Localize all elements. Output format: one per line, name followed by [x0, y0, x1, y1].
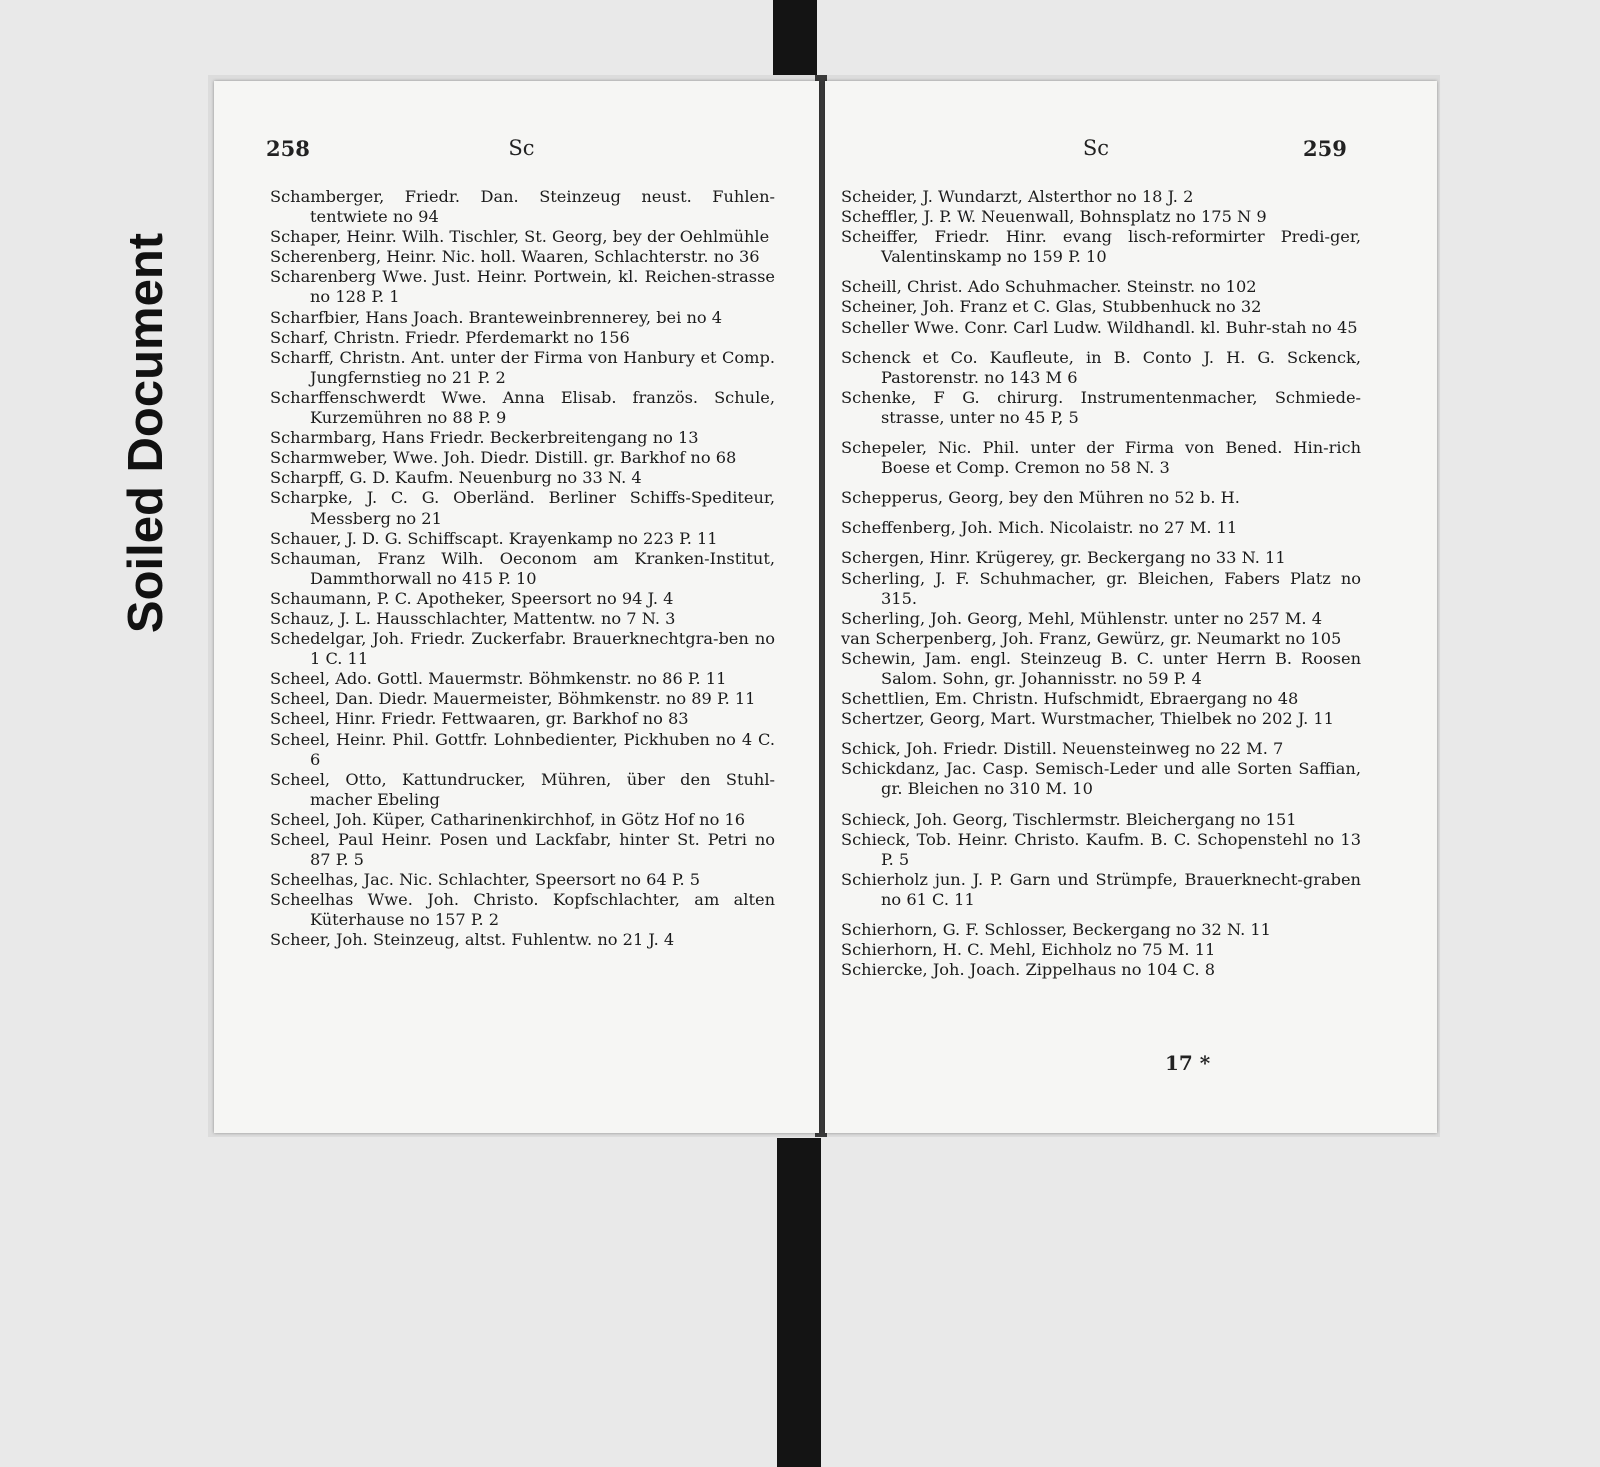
directory-entry: Schettlien, Em. Christn. Hufschmidt, Ebraergang no 48 [841, 689, 1299, 709]
left-section-heading: Sc [508, 136, 535, 160]
directory-entry: Schergen, Hinr. Krügerey, gr. Beckergang no 33 N. 11 [841, 548, 1286, 568]
directory-entry: Scharenberg Wwe. Just. Heinr. Portwein, kl. Reichen-strasse no 128 P. 1 [270, 267, 775, 307]
directory-entry: Scharmbarg, Hans Friedr. Beckerbreitengang no 13 [270, 428, 699, 448]
directory-entry: Scheel, Hinr. Friedr. Fettwaaren, gr. Barkhof no 83 [270, 709, 689, 729]
directory-entry: Schieck, Joh. Georg, Tischlermstr. Bleichergang no 151 [841, 809, 1297, 829]
directory-entry: Scharpke, J. C. G. Oberländ. Berliner Schiffs-Spediteur, Messberg no 21 [270, 488, 775, 528]
directory-entry: Scheer, Joh. Steinzeug, altst. Fuhlentw. no 21 J. 4 [270, 930, 675, 950]
directory-entry: Scheel, Ado. Gottl. Mauermstr. Böhmkenstr. no 86 P. 11 [270, 669, 727, 689]
right-page-number: 259 [1303, 136, 1347, 161]
right-page [825, 81, 1437, 1133]
left-page [214, 81, 819, 1133]
directory-entry: Scheiffer, Friedr. Hinr. evang lisch-reformirter Predi-ger, Valentinskamp no 159 P. 10 [841, 227, 1361, 267]
directory-entry: Scheel, Dan. Diedr. Mauermeister, Böhmkenstr. no 89 P. 11 [270, 689, 756, 709]
directory-entry: Scheel, Heinr. Phil. Gottfr. Lohnbedienter, Pickhuben no 4 C. 6 [270, 729, 775, 769]
directory-entry: Schauman, Franz Wilh. Oeconom am Kranken-Institut, Dammthorwall no 415 P. 10 [270, 548, 775, 588]
directory-entry: Schierhorn, H. C. Mehl, Eichholz no 75 M. 11 [841, 940, 1216, 960]
left-page-header [214, 136, 819, 170]
signature-mark: 17 * [1165, 1051, 1211, 1075]
directory-entry: Scheill, Christ. Ado Schuhmacher. Steinstr. no 102 [841, 277, 1257, 297]
directory-entry: Scheel, Otto, Kattundrucker, Mühren, über den Stuhl-macher Ebeling [270, 769, 775, 809]
directory-entry: Schick, Joh. Friedr. Distill. Neuensteinweg no 22 M. 7 [841, 739, 1284, 759]
directory-entry: Schieck, Tob. Heinr. Christo. Kaufm. B. C. Schopenstehl no 13 P. 5 [841, 829, 1361, 869]
directory-entry: Scheller Wwe. Conr. Carl Ludw. Wildhandl. kl. Buhr-stah no 45 [841, 317, 1358, 337]
directory-entry: Schierholz jun. J. P. Garn und Strümpfe, Brauerknecht-graben no 61 C. 11 [841, 869, 1361, 909]
directory-entry: Scharpff, G. D. Kaufm. Neuenburg no 33 N. 4 [270, 468, 642, 488]
directory-entry: Scheel, Joh. Küper, Catharinenkirchhof, in Götz Hof no 16 [270, 809, 746, 829]
right-page-header [825, 136, 1437, 170]
directory-entry: Schertzer, Georg, Mart. Wurstmacher, Thielbek no 202 J. 11 [841, 709, 1334, 729]
directory-entry: Schedelgar, Joh. Friedr. Zuckerfabr. Brauerknechtgra-ben no 1 C. 11 [270, 629, 775, 669]
open-book [208, 75, 1440, 1137]
directory-entry: Schauer, J. D. G. Schiffscapt. Krayenkamp no 223 P. 11 [270, 528, 718, 548]
stamp-text: Soiled Document [119, 232, 173, 634]
directory-entry: Scheider, J. Wundarzt, Alsterthor no 18 J. 2 [841, 187, 1194, 206]
spine-bottom [777, 1138, 821, 1467]
directory-entry: Schauz, J. L. Hausschlachter, Mattentw. no 7 N. 3 [270, 608, 676, 628]
directory-entry: Schenke, F G. chirurg. Instrumentenmacher, Schmiede-strasse, unter no 45 P, 5 [841, 387, 1361, 427]
directory-entry: Schickdanz, Jac. Casp. Semisch-Leder und alle Sorten Saffian, gr. Bleichen no 310 M. 10 [841, 759, 1361, 799]
directory-entry: Schierhorn, G. F. Schlosser, Beckergang no 32 N. 11 [841, 920, 1271, 939]
left-entry-list [270, 187, 775, 951]
directory-entry: Schepeler, Nic. Phil. unter der Firma von Bened. Hin-rich Boese et Comp. Cremon no 58 N. 3 [841, 438, 1361, 478]
soiled-document-stamp [118, 178, 174, 688]
directory-entry: Schaumann, P. C. Apotheker, Speersort no 94 J. 4 [270, 588, 674, 608]
directory-entry: Scharfbier, Hans Joach. Branteweinbrennerey, bei no 4 [270, 307, 723, 327]
directory-entry: Scherenberg, Heinr. Nic. holl. Waaren, Schlachterstr. no 36 [270, 247, 760, 267]
directory-entry: van Scherpenberg, Joh. Franz, Gewürz, gr. Neumarkt no 105 [841, 628, 1342, 648]
directory-entry: Scharffenschwerdt Wwe. Anna Elisab. französ. Schule, Kurzemühren no 88 P. 9 [270, 387, 775, 428]
directory-entry: Schepperus, Georg, bey den Mühren no 52 b. H. [841, 488, 1240, 508]
right-entry-list [841, 187, 1361, 980]
directory-entry: Scherling, Joh. Georg, Mehl, Mühlenstr. unter no 257 M. 4 [841, 608, 1322, 628]
directory-entry: Scharf, Christn. Friedr. Pferdemarkt no 156 [270, 327, 630, 347]
directory-entry: Scheiner, Joh. Franz et C. Glas, Stubbenhuck no 32 [841, 297, 1262, 317]
directory-entry: Scheffler, J. P. W. Neuenwall, Bohnsplatz no 175 N 9 [841, 207, 1267, 227]
directory-entry: Scheelhas Wwe. Joh. Christo. Kopfschlachter, am alten Küterhause no 157 P. 2 [270, 890, 775, 930]
left-page-number: 258 [266, 136, 310, 161]
directory-entry: Schaper, Heinr. Wilh. Tischler, St. Georg, bey der Oehlmühle [270, 227, 770, 247]
directory-entry: Scheel, Paul Heinr. Posen und Lackfabr, hinter St. Petri no 87 P. 5 [270, 830, 775, 870]
directory-entry: Scheffenberg, Joh. Mich. Nicolaistr. no 27 M. 11 [841, 518, 1238, 538]
directory-entry: Schamberger, Friedr. Dan. Steinzeug neust. Fuhlen-tentwiete no 94 [270, 187, 775, 227]
directory-entry: Scharff, Christn. Ant. unter der Firma von Hanbury et Comp. Jungfernstieg no 21 P. 2 [270, 347, 775, 387]
directory-entry: Schenck et Co. Kaufleute, in B. Conto J. H. G. Sckenck, Pastorenstr. no 143 M 6 [841, 347, 1361, 387]
directory-entry: Schiercke, Joh. Joach. Zippelhaus no 104 C. 8 [841, 960, 1216, 980]
directory-entry: Scherling, J. F. Schuhmacher, gr. Bleichen, Fabers Platz no 315. [841, 568, 1361, 608]
directory-entry: Schewin, Jam. engl. Steinzeug B. C. unter Herrn B. Roosen Salom. Sohn, gr. Johannisstr. no 59 P. 4 [841, 648, 1361, 688]
right-section-heading: Sc [1082, 136, 1110, 160]
directory-entry: Scharmweber, Wwe. Joh. Diedr. Distill. gr. Barkhof no 68 [270, 448, 737, 468]
directory-entry: Scheelhas, Jac. Nic. Schlachter, Speersort no 64 P. 5 [270, 870, 701, 890]
